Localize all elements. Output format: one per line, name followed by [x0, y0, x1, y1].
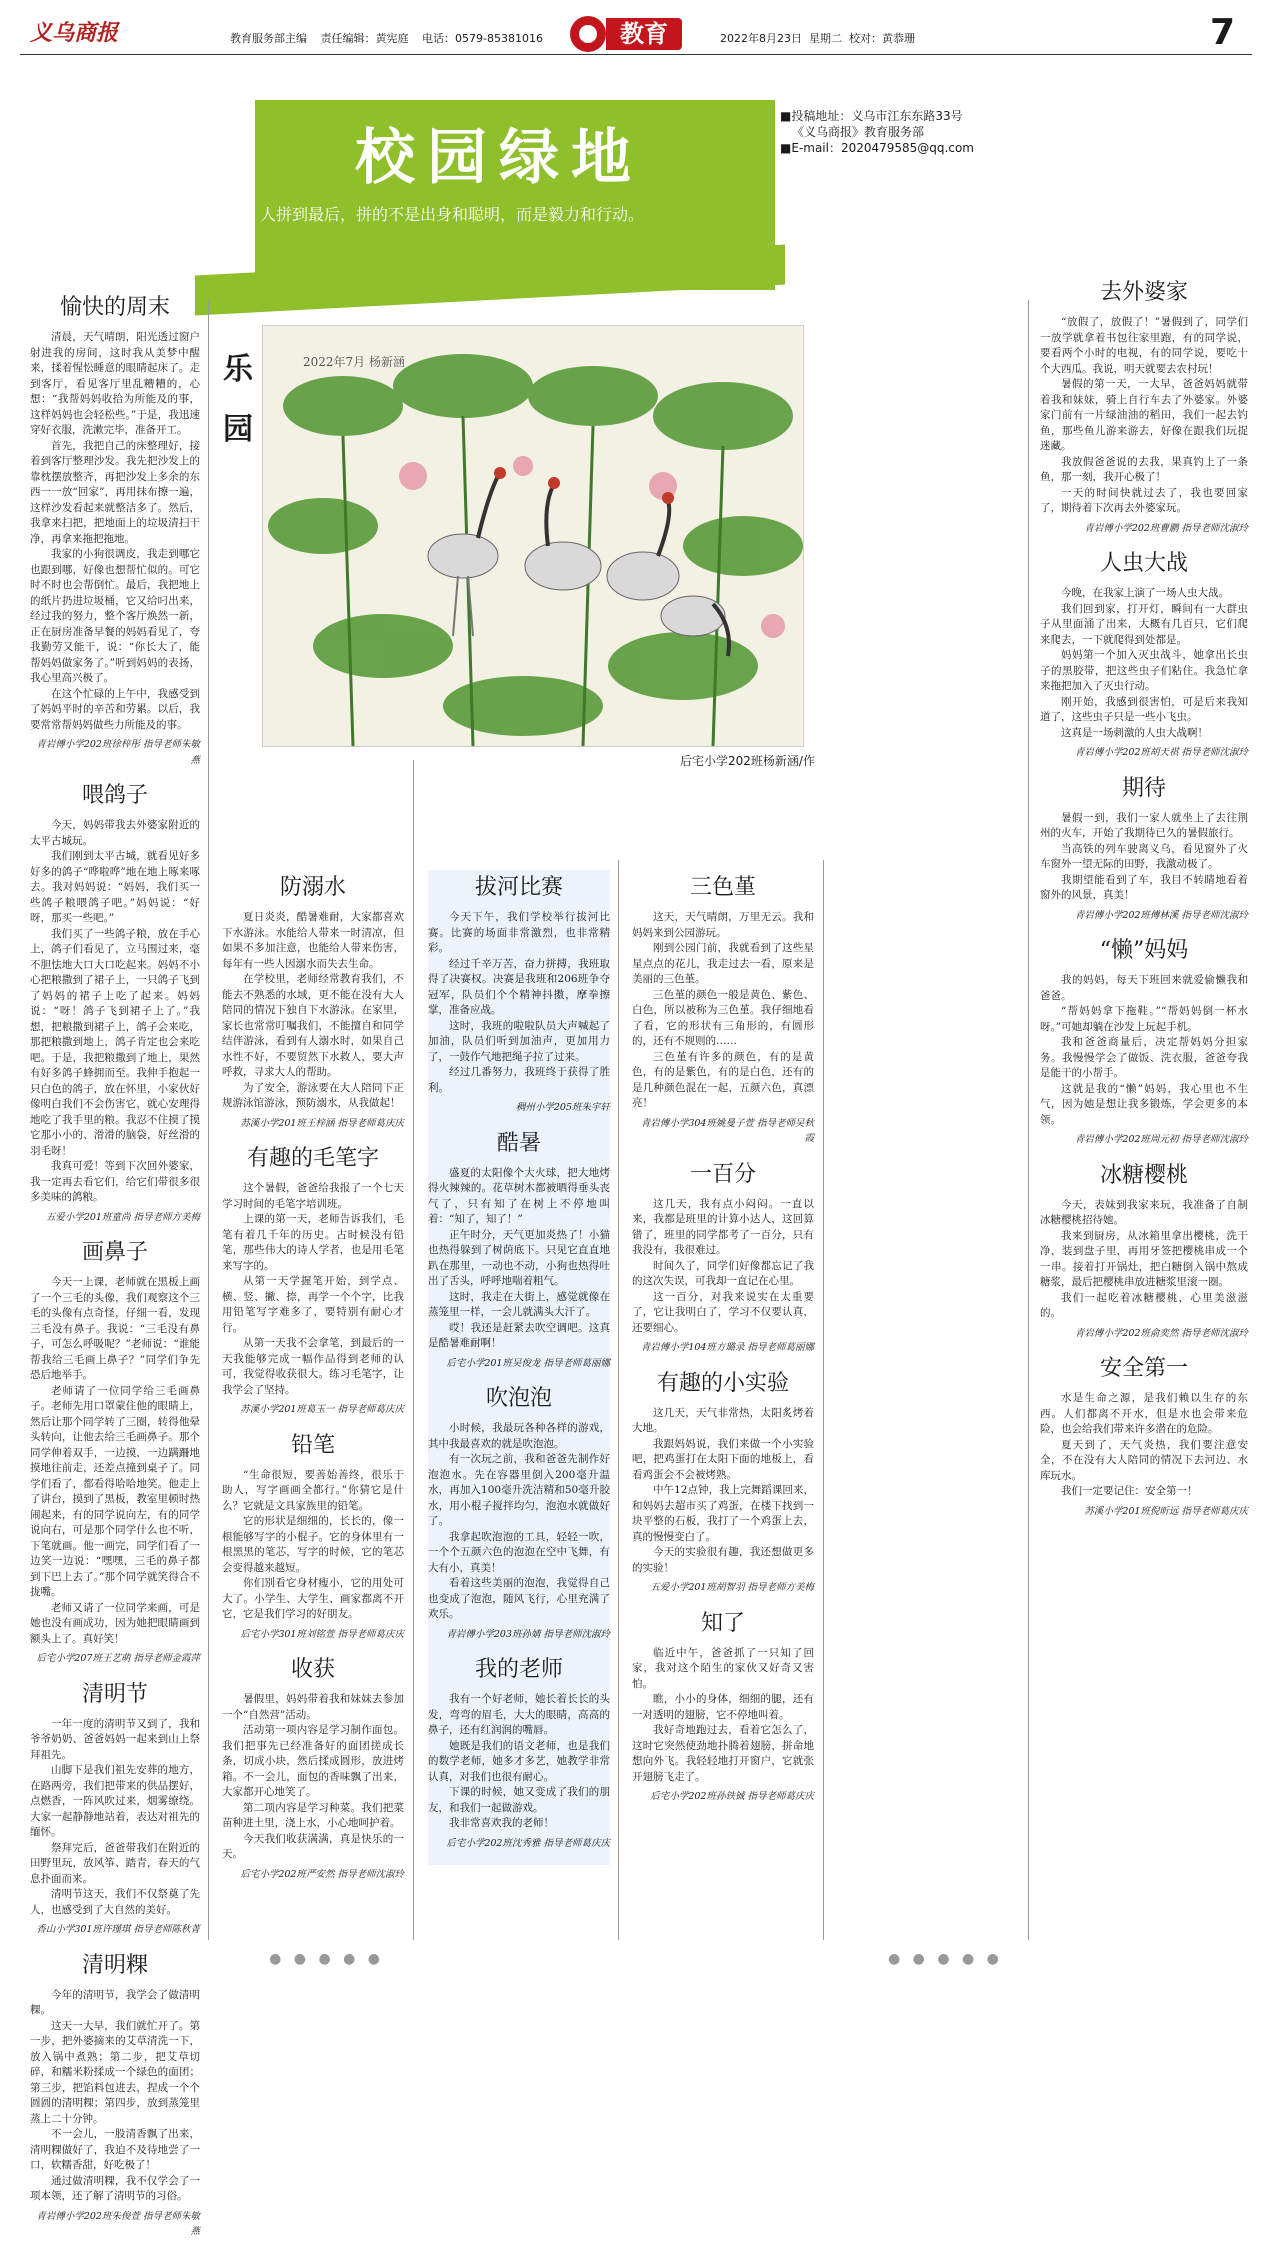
- date-info: [720, 30, 915, 46]
- column-divider: [208, 300, 209, 1940]
- article-byline: 五爱小学201班胡智羽 指导老师方美梅: [650, 1582, 814, 1593]
- article-paragraph: 三色堇有许多的颜色，有的是黄色，有的是紫色，有的是白色，还有的是几种颜色混在一起，五颜六色，真漂亮！: [632, 1050, 814, 1109]
- article-title: 一百分: [689, 1161, 756, 1187]
- article-paragraph: 这几天，我有点小闷闷。一直以来，我都是班里的计算小达人，这回算错了，班里的同学都考了一百分，只有我没有，我很难过。: [632, 1197, 814, 1256]
- article-paragraph: 我真可爱！等到下次回外婆家，我一定再去看它们，给它们带很多很多美味的鸽粮。: [30, 1160, 200, 1203]
- article-paragraph: 这几天，天气非常热，太阳炙烤着大地。: [632, 1406, 814, 1434]
- article-paragraph: 暑假的第一天，一大早，爸爸妈妈就带着我和妹妹，骑上自行车去了外婆家。外婆家门前有一片绿油油的稻田，我们一起去钓鱼，那些鱼儿游来游去，好像在跟我们玩捉迷藏。: [1040, 378, 1248, 452]
- article-paragraph: 今天我们收获满满，真是快乐的一天。: [222, 1832, 404, 1860]
- article-paragraph: 我们回到家，打开灯，瞬间有一大群虫子从里面涌了出来，大概有几百只，它们爬来爬去，一下就爬得到处都是。: [1040, 602, 1248, 646]
- article-paragraph: 暑假里，妈妈带着我和妹妹去参加一个“自然营”活动。: [222, 1693, 404, 1721]
- article-paragraph: 老师请了一位同学给三毛画鼻子。老师先用口罩蒙住他的眼睛上，然后让那个同学转了三圈，转得他晕头转向，让他去给三毛画鼻子。那个同学伸着双手，一边摸，一边蹒跚地摸地往前走，还差点撞到桌子了。同学们看了，都看得哈哈地笑。他走上了讲台，摸到了黑板，教室里顿时热闹起来，有的同学说向左，有的同学说向右，可是那个同学什么也不听，下笔就画。他一画完，同学们看了一边笑一边说：“嘿嘿，三毛的鼻子都到下巴上去了。”那个同学就笑得合不拢嘴。: [30, 1384, 200, 1598]
- article-paragraph: 通过做清明粿，我不仅学会了一项本领，还了解了清明节的习俗。: [30, 2174, 200, 2202]
- article-paragraph: 从第一天学握笔开始，到学点、横、竖、撇、捺，再学一个个字，比我用铅笔写字难多了，要特别有耐心才行。: [222, 1275, 404, 1334]
- article-paragraph: 小时候，我最玩各种各样的游戏，其中我最喜欢的就是吹泡泡。: [428, 1422, 610, 1450]
- article-byline: 后宅小学202班沈秀雅 指导老师葛庆庆: [446, 1837, 610, 1849]
- article-byline: 青岩傅小学202班徐梓彤 指导老师朱敏燕: [36, 739, 200, 766]
- article-byline: 后宅小学301班刘铭萱 指导老师葛庆庆: [240, 1628, 404, 1640]
- article-paragraph: “放假了，放假了！”暑假到了，同学们一放学就拿着书包往家里跑，有的同学说，要看两个小时的电视，有的同学说，要吃十个大西瓜。我说，明天就要去农村玩！: [1040, 316, 1248, 375]
- article-paragraph: 你们别看它身材瘦小，它的用处可大了。小学生、大学生、画家都离不开它，它是我们学习的好朋友。: [222, 1577, 404, 1620]
- article-paragraph: 在学校里，老师经常教育我们，不能去不熟悉的水域，更不能在没有大人陪同的情况下独自下水游泳。在家里，家长也常常叮嘱我们，不能擅自和同学结伴游泳，看到有人溺水时，如果自己水性不好，不要贸然下水救人，要大声呼救，寻求大人的帮助。: [222, 973, 404, 1078]
- article-paragraph: “生命很短，要善始善终，很乐于助人，写字画画全都行。”你猜它是什么？它就是文具家族里的铅笔。: [222, 1468, 404, 1512]
- article-paragraph: 老师又请了一位同学来画，可是她也没有画成功，因为她把眼睛画到额头上了。真好笑！: [30, 1601, 200, 1645]
- article-byline: 苏溪小学201班葛玉一 指导老师葛庆庆: [240, 1404, 404, 1415]
- date-info-item: 校对：黄恭珊: [849, 32, 915, 45]
- article-paragraph: 山脚下是我们祖先安葬的地方，在路两旁，我们把带来的供品摆好，点燃香，一阵风吹过来，烟雾缭绕。大家一起静静地站着，表达对祖先的缅怀。: [30, 1764, 200, 1838]
- banner-quote: 人拼到最后，拼的不是出身和聪明，而是毅力和行动。: [260, 205, 645, 224]
- article-byline: 青岩傅小学203班孙婧 指导老师沈淑玲: [446, 1628, 610, 1640]
- article-paragraph: 这真是一场刺激的人虫大战啊！: [1061, 726, 1208, 739]
- article-title: 收获: [290, 1657, 335, 1682]
- article-paragraph: 看着这些美丽的泡泡，我觉得自己也变成了泡泡，随风飞行，心里充满了欢乐。: [428, 1577, 610, 1620]
- article-paragraph: 我们一定要记住：安全第一！: [1061, 1485, 1198, 1497]
- article-byline: 后宅小学202班严安然 指导老师沈淑玲: [240, 1868, 404, 1880]
- submission-email: ■E-mail：2020479585@qq.com: [780, 141, 974, 155]
- article-title: 安全第一: [1099, 1356, 1188, 1381]
- article-paragraph: 这天，天气晴朗，万里无云。我和妈妈来到公园游玩。: [632, 911, 814, 939]
- article-paragraph: 从第一天我不会拿笔，到最后的一天我能够完成一幅作品得到老师的认可，我觉得收获很大。练习毛笔字，让我学会了坚持。: [222, 1337, 404, 1396]
- artwork-painting: [262, 325, 804, 747]
- page-number: 7: [1210, 12, 1236, 53]
- article-paragraph: 我期望能看到了车，我目不转睛地看着窗外的风景，真美！: [1040, 873, 1248, 901]
- editor-info-item: 责任编辑：黄宪庭: [320, 32, 409, 45]
- article-paragraph: 我来到厨房，从冰箱里拿出樱桃，洗干净，装到盘子里，再用牙签把樱桃串成一个一串。接着打开锅灶，把白糖倒入锅中熬成糖浆，最后把樱桃串放进糖浆里滚一圈。: [1040, 1229, 1248, 1288]
- article-byline: 香山小学301班许瑾琪 指导老师陈秋菁: [36, 1924, 200, 1935]
- article-paragraph: 上课的第一天，老师告诉我们，毛笔有着几千年的历史。古时候没有铅笔，那些伟大的诗人学者，也是用毛笔来写字的。: [222, 1213, 404, 1272]
- article-paragraph: 第二项内容是学习种菜。我们把菜苗种进土里，浇上水，小心地呵护着。: [222, 1801, 404, 1829]
- article-paragraph: 我跟妈妈说，我们来做一个小实验吧，把鸡蛋打在太阳下面的地板上，看看鸡蛋会不会被烤熟。: [632, 1437, 814, 1481]
- article-paragraph: 暑假一到，我们一家人就坐上了去往荆州的火车，开始了我期待已久的暑假旅行。: [1040, 811, 1248, 839]
- article-paragraph: 我拿起吹泡泡的工具，轻轻一吹，一个个五颜六色的泡泡在空中飞舞，有大有小，真美！: [428, 1530, 610, 1574]
- article-byline: 稠州小学205班朱宇轩: [515, 1102, 610, 1113]
- article-paragraph: 这一百分，对我来说实在太重要了，它让我明白了，学习不仅要认真，还要细心。: [632, 1290, 814, 1334]
- submission-dept: 《义乌商报》教育服务部: [792, 125, 925, 139]
- article-paragraph: 这时，我班的啦啦队员大声喊起了加油，队员们听到加油声，更加用力了，一鼓作气地把绳子拉了过来。: [428, 1019, 610, 1063]
- article-paragraph: 经过千辛万苦，奋力拼搏，我班取得了决赛权。决赛是我班和206班争夺冠军，队员们个个精神抖擞，摩拳擦掌，准备应战。: [428, 957, 610, 1016]
- article-paragraph: 我的妈妈，每天下班回来就爱偷懒我和爸爸。: [1040, 974, 1248, 1002]
- article-paragraph: 我放假爸爸说的去我，果真钓上了一条鱼，那一刻，我开心极了！: [1040, 455, 1248, 483]
- article-paragraph: 我好奇地跑过去，看着它怎么了，这时它突然使劲地扑腾着翅膀，拼命地想向外飞。我轻轻地打开窗户，它就张开翅膀飞走了。: [632, 1724, 814, 1783]
- column-5: [1040, 275, 1248, 1533]
- article-paragraph: 在这个忙碌的上午中，我感受到了妈妈平时的辛苦和劳累。以后，我要常常帮妈妈做些力所能及的事。: [30, 687, 200, 731]
- article-byline: 五爱小学201班童尚 指导老师方美梅: [45, 1211, 200, 1223]
- article-title: 我的老师: [474, 1657, 563, 1682]
- submission-info: [780, 108, 1000, 156]
- article-title: 愉快的周末: [59, 295, 170, 320]
- article-byline: 后宅小学201班吴俊龙 指导老师葛丽娜: [446, 1357, 610, 1369]
- article-title: 知了: [700, 1610, 745, 1636]
- article-paragraph: 瞧，小小的身体，细细的腿，还有一对透明的翅膀，它不停地叫着。: [632, 1693, 814, 1721]
- editor-info-item: 电话：0579-85381016: [422, 32, 543, 45]
- editor-info-item: 教育服务部主编: [230, 32, 307, 45]
- article-title: 画鼻子: [81, 1240, 148, 1265]
- article-paragraph: 今天，妈妈带我去外婆家附近的太平古城玩。: [30, 819, 200, 847]
- article-paragraph: 有一次玩之前，我和爸爸先制作好泡泡水。先在容器里倒入200毫升温水，再加入100毫升洗洁精和50毫升胶水，用小棍子搅拌均匀，泡泡水就做好了。: [428, 1453, 610, 1527]
- article-byline: 苏溪小学201班倪昕远 指导老师葛庆庆: [1084, 1505, 1248, 1517]
- column-2: [222, 870, 404, 1896]
- article-paragraph: 哎！我还是赶紧去吹空调吧。这真是酷暑难耐啊！: [428, 1321, 610, 1349]
- article-title: “懒”妈妈: [1099, 938, 1189, 963]
- section-label: 教育: [606, 18, 682, 50]
- article-paragraph: 清明节这天，我们不仅祭奠了先人，也感受到了大自然的美好。: [30, 1888, 200, 1916]
- painting-signature: [303, 354, 405, 369]
- article-paragraph: 她既是我们的语文老师，也是我们的数学老师，她多才多艺，她教学非常认真，对我们也很有耐心。: [428, 1739, 610, 1783]
- column-3: [428, 870, 610, 1865]
- article-paragraph: 祭拜完后，爸爸带我们在附近的田野里玩，放风筝、踏青，春天的气息扑面而来。: [30, 1841, 200, 1885]
- article-title: 防溺水: [279, 875, 346, 900]
- article-paragraph: 经过几番努力，我班终于获得了胜利。: [428, 1066, 610, 1094]
- article-byline: 青岩傅小学202班朱俊萱 指导老师朱敏燕: [36, 2210, 200, 2237]
- article-title: 冰糖樱桃: [1099, 1162, 1188, 1188]
- article-byline: 青岩傅小学202班周元初 指导老师沈淑玲: [1074, 1134, 1248, 1145]
- article-paragraph: 我非常喜欢我的老师！: [449, 1817, 554, 1829]
- column-divider: [823, 860, 824, 1940]
- section-logo-icon: [570, 16, 606, 52]
- article-title: 人虫大战: [1099, 551, 1188, 576]
- article-paragraph: 三色堇的颜色一般是黄色、紫色、白色，所以被称为三色堇。我仔细地看了看，它的形状有三角形的，有圆形的，还有不规则的……: [632, 988, 814, 1047]
- article-title: 铅笔: [290, 1432, 335, 1458]
- article-paragraph: 今天，表妹到我家来玩，我准备了自制冰糖樱桃招待她。: [1040, 1198, 1248, 1226]
- svg-text:2022年7月 杨新涵: 2022年7月 杨新涵: [303, 355, 405, 369]
- article-byline: 后宅小学207班王艺萌 指导老师金霞萍: [36, 1653, 200, 1664]
- article-paragraph: 时间久了，同学们好像都忘记了我的这次失误，可我却一直记在心里。: [632, 1259, 814, 1287]
- header-rule: [20, 54, 1252, 55]
- article-paragraph: 这时，我走在大街上，感觉就像在蒸笼里一样，一会儿就满头大汗了。: [428, 1290, 610, 1318]
- article-byline: 青岩傅小学104班方璐录 指导老师葛丽娜: [640, 1342, 814, 1353]
- article-paragraph: 它的形状是细细的，长长的，像一根能够写字的小棍子。它的身体里有一根黑黑的笔芯，写字的时候，它的笔芯会变得越来越短。: [222, 1515, 404, 1574]
- footer-dots: ● ● ● ● ● ● ● ● ● ●: [269, 1951, 1003, 1967]
- article-paragraph: “帮妈妈拿下拖鞋。”“帮妈妈倒一杯水呀。”可她却躺在沙发上玩起手机。: [1040, 1005, 1248, 1033]
- article-paragraph: 当高铁的列车驶离义乌，看见窗外了火车窗外一望无际的田野，我激动极了。: [1040, 842, 1248, 870]
- article-title: 有趣的毛笔字: [246, 1146, 379, 1171]
- article-title: 去外婆家: [1099, 280, 1188, 305]
- article-byline: 青岩傅小学202班俞奕然 指导老师沈淑玲: [1074, 1327, 1248, 1339]
- article-paragraph: 下课的时候，她又变成了我们的朋友，和我们一起做游戏。: [428, 1786, 610, 1814]
- artwork-caption: 后宅小学202班杨新涵/作: [680, 754, 815, 768]
- date-info-item: 2022年8月23日: [720, 32, 802, 45]
- article-title: 拔河比赛: [474, 875, 563, 900]
- article-title: 喂鸽子: [81, 783, 148, 808]
- section-banner: [255, 100, 775, 290]
- article-paragraph: 今天下午，我们学校举行拔河比赛。比赛的场面非常激烈，也非常精彩。: [428, 911, 610, 954]
- article-paragraph: 我们买了一些鸽子粮，放在手心上，鸽子们看见了，立马围过来，毫不胆怯地大口大口吃起来。妈妈不小心把粮撒到了裙子上，一只鸽子飞到了妈妈的裙子上吃了起来。妈妈说：“呀！鸽子飞到裙子上了。”我想，把粮撒到裙子上，鸽子会来吃，那把粮撒到地上，鸽子肯定也会来吃吧。于是，我把粮撒到了地上，果然有好多鸽子蜂拥而至。我伸手抱起一只白色的鸽子，放在怀里，小家伙好像明白我们不会伤害它，就心安理得地吃了我手里的粮。我忍不住摸了摸它那小小的、滑滑的脑袋，好丝滑的羽毛呀！: [30, 927, 200, 1157]
- article-paragraph: 清晨，天气晴朗，阳光透过窗户射进我的房间，这时我从美梦中醒来，揉着惺忪睡意的眼睛起床了。走到客厅，看见客厅里乱糟糟的，心想：“我帮妈妈收拾为所能及的事，这样妈妈也会轻松些。”于是，我迅速穿好衣服，洗漱完毕，准备开工。: [30, 331, 200, 436]
- article-paragraph: 这就是我的“懒”妈妈，我心里也不生气，因为她是想让我多锻炼，学会更多的本领。: [1040, 1082, 1248, 1126]
- article-paragraph: 妈妈第一个加入灭虫战斗，她拿出长虫子的黑胶带，把这些虫子们粘住。我急忙拿来拖把加入了灭虫行动。: [1040, 649, 1248, 692]
- article-paragraph: 刚到公园门前，我就看到了这些星星点点的花儿，我走过去一看，原来是美丽的三色堇。: [632, 942, 814, 985]
- masthead-logo: 义乌商报: [30, 20, 119, 46]
- article-paragraph: 刚开始，我感到很害怕，可是后来我知道了，这些虫子只是一些小飞虫。: [1040, 695, 1248, 723]
- lotus-crane-painting: [263, 326, 803, 746]
- page-header: [0, 0, 1272, 72]
- article-title: 期待: [1121, 775, 1166, 801]
- article-paragraph: 今年的清明节，我学会了做清明粿。: [30, 1988, 200, 2016]
- art-vertical-title: 乐园: [223, 352, 253, 447]
- date-info-item: 星期二: [809, 32, 842, 45]
- article-paragraph: 这个暑假，爸爸给我报了一个七天学习时间的毛笔字培训班。: [222, 1182, 404, 1210]
- column-divider: [618, 860, 619, 1940]
- article-title: 有趣的小实验: [656, 1370, 789, 1396]
- article-paragraph: 正午时分，天气更加炎热了！小猫也热得躲到了树荫底下。只见它直直地趴在那里，一动也不动，小狗也热得吐出了舌头，呼呼地喘着粗气。: [428, 1228, 610, 1287]
- article-paragraph: 首先，我把自己的床整理好，接着到客厅整理沙发。我先把沙发上的靠枕摆放整齐，再把沙发上多余的东西一一放“回家”，再用抹布擦一遍，这样沙发看起来就整洁多了。然后，我拿来扫把，把地面上的垃圾清扫干净，再拿来拖把拖地。: [30, 439, 200, 545]
- article-paragraph: 一天的时间快就过去了，我也要回家了，期待着下次再去外婆家玩。: [1040, 486, 1248, 514]
- article-paragraph: 我们一起吃着冰糖樱桃，心里美滋滋的。: [1040, 1291, 1248, 1319]
- article-byline: 青岩傅小学202班傅林溪 指导老师沈淑玲: [1074, 909, 1248, 921]
- article-paragraph: 这天一大早，我们就忙开了。第一步，把外婆摘来的艾草清洗一下，放入锅中煮熟；第二步，把艾草切碎，和糯米粉揉成一个绿色的面团；第三步，把馅料包进去，捏成一个个圆圆的清明粿；第四步，放到蒸笼里蒸上二十分钟。: [30, 2019, 200, 2125]
- article-paragraph: 一年一度的清明节又到了，我和爷爷奶奶、爸爸妈妈一起来到山上祭拜祖先。: [30, 1717, 200, 1761]
- article-title: 吹泡泡: [485, 1386, 552, 1411]
- article-title: 清明粿: [81, 1952, 148, 1978]
- article-paragraph: 我家的小狗很调皮，我走到哪它也跟到哪，好像也想帮忙似的。可它时不时也会帮倒忙。最后，我把地上的纸片扔进垃圾桶，它又给叼出来，经过我的努力，整个客厅焕然一新，正在厨房准备早餐的妈妈看见了，夸我勤劳又能干，说：“你长大了，能帮妈妈做家务了。”听到妈妈的表扬，我心里高兴极了。: [30, 548, 200, 684]
- article-byline: 青岩傅小学304班姚曼子萱 指导老师吴秋霞: [640, 1117, 814, 1144]
- editor-info: [230, 30, 553, 46]
- article-paragraph: 临近中午，爸爸抓了一只知了回家，我对这个陌生的家伙又好奇又害怕。: [632, 1646, 814, 1690]
- article-paragraph: 盛夏的太阳像个大火球，把大地烤得火辣辣的。花草树木都被晒得垂头丧气了，只有知了在树上不停地叫着：“知了，知了！”: [428, 1166, 610, 1225]
- column-4: [632, 870, 814, 1819]
- column-divider: [413, 760, 414, 1940]
- article-paragraph: 夏日炎炎，酷暑难耐，大家都喜欢下水游泳。水能给人带来一时清凉，但如果不多加注意，也能给人带来伤害，每年有一些人因溺水而失去生命。: [222, 911, 404, 970]
- article-paragraph: 活动第一项内容是学习制作面包。我们把事先已经准备好的面团搓成长条，切成小块，然后揉成圆形，放进烤箱。不一会儿，面包的香味飘了出来，大家都开心地笑了。: [222, 1724, 404, 1798]
- banner-title: 校园绿地: [355, 123, 643, 193]
- article-paragraph: 今天一上课，老师就在黑板上画了一个三毛的头像，我们观察这个三毛的头像有点奇怪，仔细一看，发现三毛没有鼻子。我说：“三毛没有鼻子，可怎么呼吸呢？”老师说：“谁能帮我给三毛画上鼻子？”同学们争先恐后地举手。: [30, 1276, 200, 1381]
- article-paragraph: 我和爸爸商量后，决定帮妈妈分担家务。我慢慢学会了做饭、洗衣服，爸爸夸我是能干的小帮手。: [1040, 1036, 1248, 1079]
- article-title: 三色堇: [689, 875, 756, 900]
- column-divider: [1028, 300, 1029, 1940]
- article-byline: 青岩傅小学202班胡天祺 指导老师沈淑玲: [1074, 747, 1248, 758]
- article-byline: 后宅小学202班孙铁铖 指导老师葛庆庆: [650, 1791, 814, 1802]
- article-title: 酷暑: [496, 1130, 541, 1156]
- article-paragraph: 我们刚到太平古城，就看见好多好多的鸽子“哗啦哗”地在地上啄来啄去。我对妈妈说：“妈妈，我们买一些鸽子粮喂鸽子吧。”妈妈说：“好呀，那买一些吧。”: [30, 850, 200, 924]
- article-byline: 苏溪小学201班王梓涵 指导老师葛庆庆: [240, 1117, 404, 1129]
- article-paragraph: 夏天到了，天气炎热，我们要注意安全，不在没有大人陪同的情况下去河边、水库玩水。: [1040, 1438, 1248, 1482]
- article-paragraph: 我有一个好老师，她长着长长的头发，弯弯的眉毛，大大的眼睛，高高的鼻子，还有红润润的嘴唇。: [428, 1693, 610, 1736]
- section-tab: [570, 14, 710, 52]
- article-paragraph: 今晚，在我家上演了一场人虫大战。: [1061, 587, 1229, 599]
- article-paragraph: 中午12点钟，我上完舞蹈课回来，和妈妈去超市买了鸡蛋，在楼下找到一块平整的石板，我打了一个鸡蛋上去，真的慢慢变白了。: [632, 1484, 814, 1543]
- article-title: 清明节: [81, 1681, 148, 1707]
- article-paragraph: 水是生命之源，是我们赖以生存的东西。人们都离不开水，但是水也会带来危险，也会给我们带来许多潜在的危险。: [1040, 1392, 1248, 1435]
- article-byline: 青岩傅小学202班曹鹏 指导老师沈淑玲: [1084, 522, 1248, 534]
- article-paragraph: 为了安全，游泳要在大人陪同下正规游泳馆游泳，预防溺水，从我做起！: [222, 1081, 404, 1109]
- article-paragraph: 今天的实验很有趣，我还想做更多的实验！: [632, 1546, 814, 1574]
- submission-address: ■投稿地址：义乌市江东东路33号: [780, 109, 963, 123]
- article-paragraph: 不一会儿，一股清香飘了出来，清明粿做好了，我迫不及待地尝了一口，软糯香甜，好吃极了！: [30, 2128, 200, 2171]
